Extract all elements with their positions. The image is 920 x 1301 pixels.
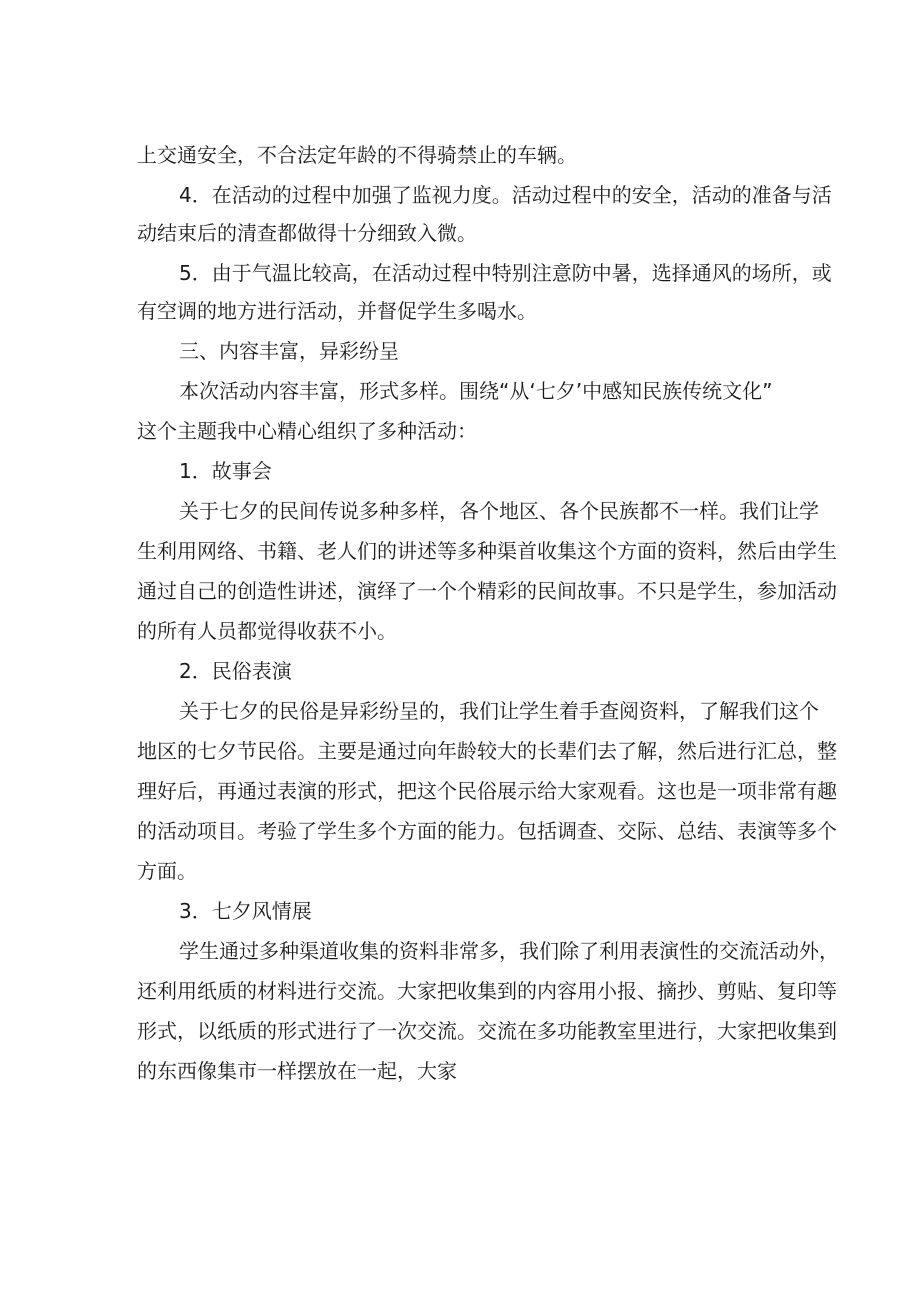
subheading-folk-performance: 2．民俗表演	[179, 659, 292, 683]
paragraph-line: 学生通过多种渠道收集的资料非常多，我们除了利用表演性的交流活动外，	[179, 939, 839, 963]
subheading-qixi-exhibition: 3．七夕风情展	[179, 899, 312, 923]
text-line: 通过自己的创造性讲述，演绎了一个个精彩的民间故事。不只是学生，参加活动	[137, 579, 837, 603]
text-line: 理好后，再通过表演的形式，把这个民俗展示给大家观看。这也是一项非常有趣	[137, 779, 837, 803]
section-heading: 三、内容丰富，异彩纷呈	[179, 339, 399, 363]
text-line: 的所有人员都觉得收获不小。	[137, 619, 397, 643]
text-line: 方面。	[137, 859, 197, 883]
paragraph-line: 关于七夕的民间传说多种多样，各个地区、各个民族都不一样。我们让学	[179, 499, 819, 523]
text-line: 生利用网络、书籍、老人们的讲述等多种渠首收集这个方面的资料，然后由学生	[137, 539, 837, 563]
text-line: 的东西像集市一样摆放在一起，大家	[137, 1059, 457, 1083]
text-line: 有空调的地方进行活动，并督促学生多喝水。	[137, 299, 537, 323]
text-line: 动结束后的清查都做得十分细致入微。	[137, 221, 477, 245]
text-line: 上交通安全，不合法定年龄的不得骑禁止的车辆。	[137, 143, 577, 167]
text-line: 形式，以纸质的形式进行了一次交流。交流在多功能教室里进行，大家把收集到	[137, 1019, 837, 1043]
text-line: 还利用纸质的材料进行交流。大家把收集到的内容用小报、摘抄、剪贴、复印等	[137, 979, 837, 1003]
text-line: 地区的七夕节民俗。主要是通过向年龄较大的长辈们去了解，然后进行汇总，整	[137, 739, 837, 763]
subheading-story-meeting: 1．故事会	[179, 459, 272, 483]
numbered-item-4: 4．在活动的过程中加强了监视力度。活动过程中的安全，活动的准备与活	[179, 183, 832, 207]
numbered-item-5: 5．由于气温比较高，在活动过程中特别注意防中暑，选择通风的场所，或	[179, 261, 832, 285]
text-line: 这个主题我中心精心组织了多种活动：	[137, 419, 477, 443]
paragraph-line: 本次活动内容丰富，形式多样。围绕“从‘七夕’中感知民族传统文化”	[179, 379, 773, 403]
paragraph-line: 关于七夕的民俗是异彩纷呈的，我们让学生着手查阅资料，了解我们这个	[179, 699, 819, 723]
text-line: 的活动项目。考验了学生多个方面的能力。包括调查、交际、总结、表演等多个	[137, 819, 837, 843]
